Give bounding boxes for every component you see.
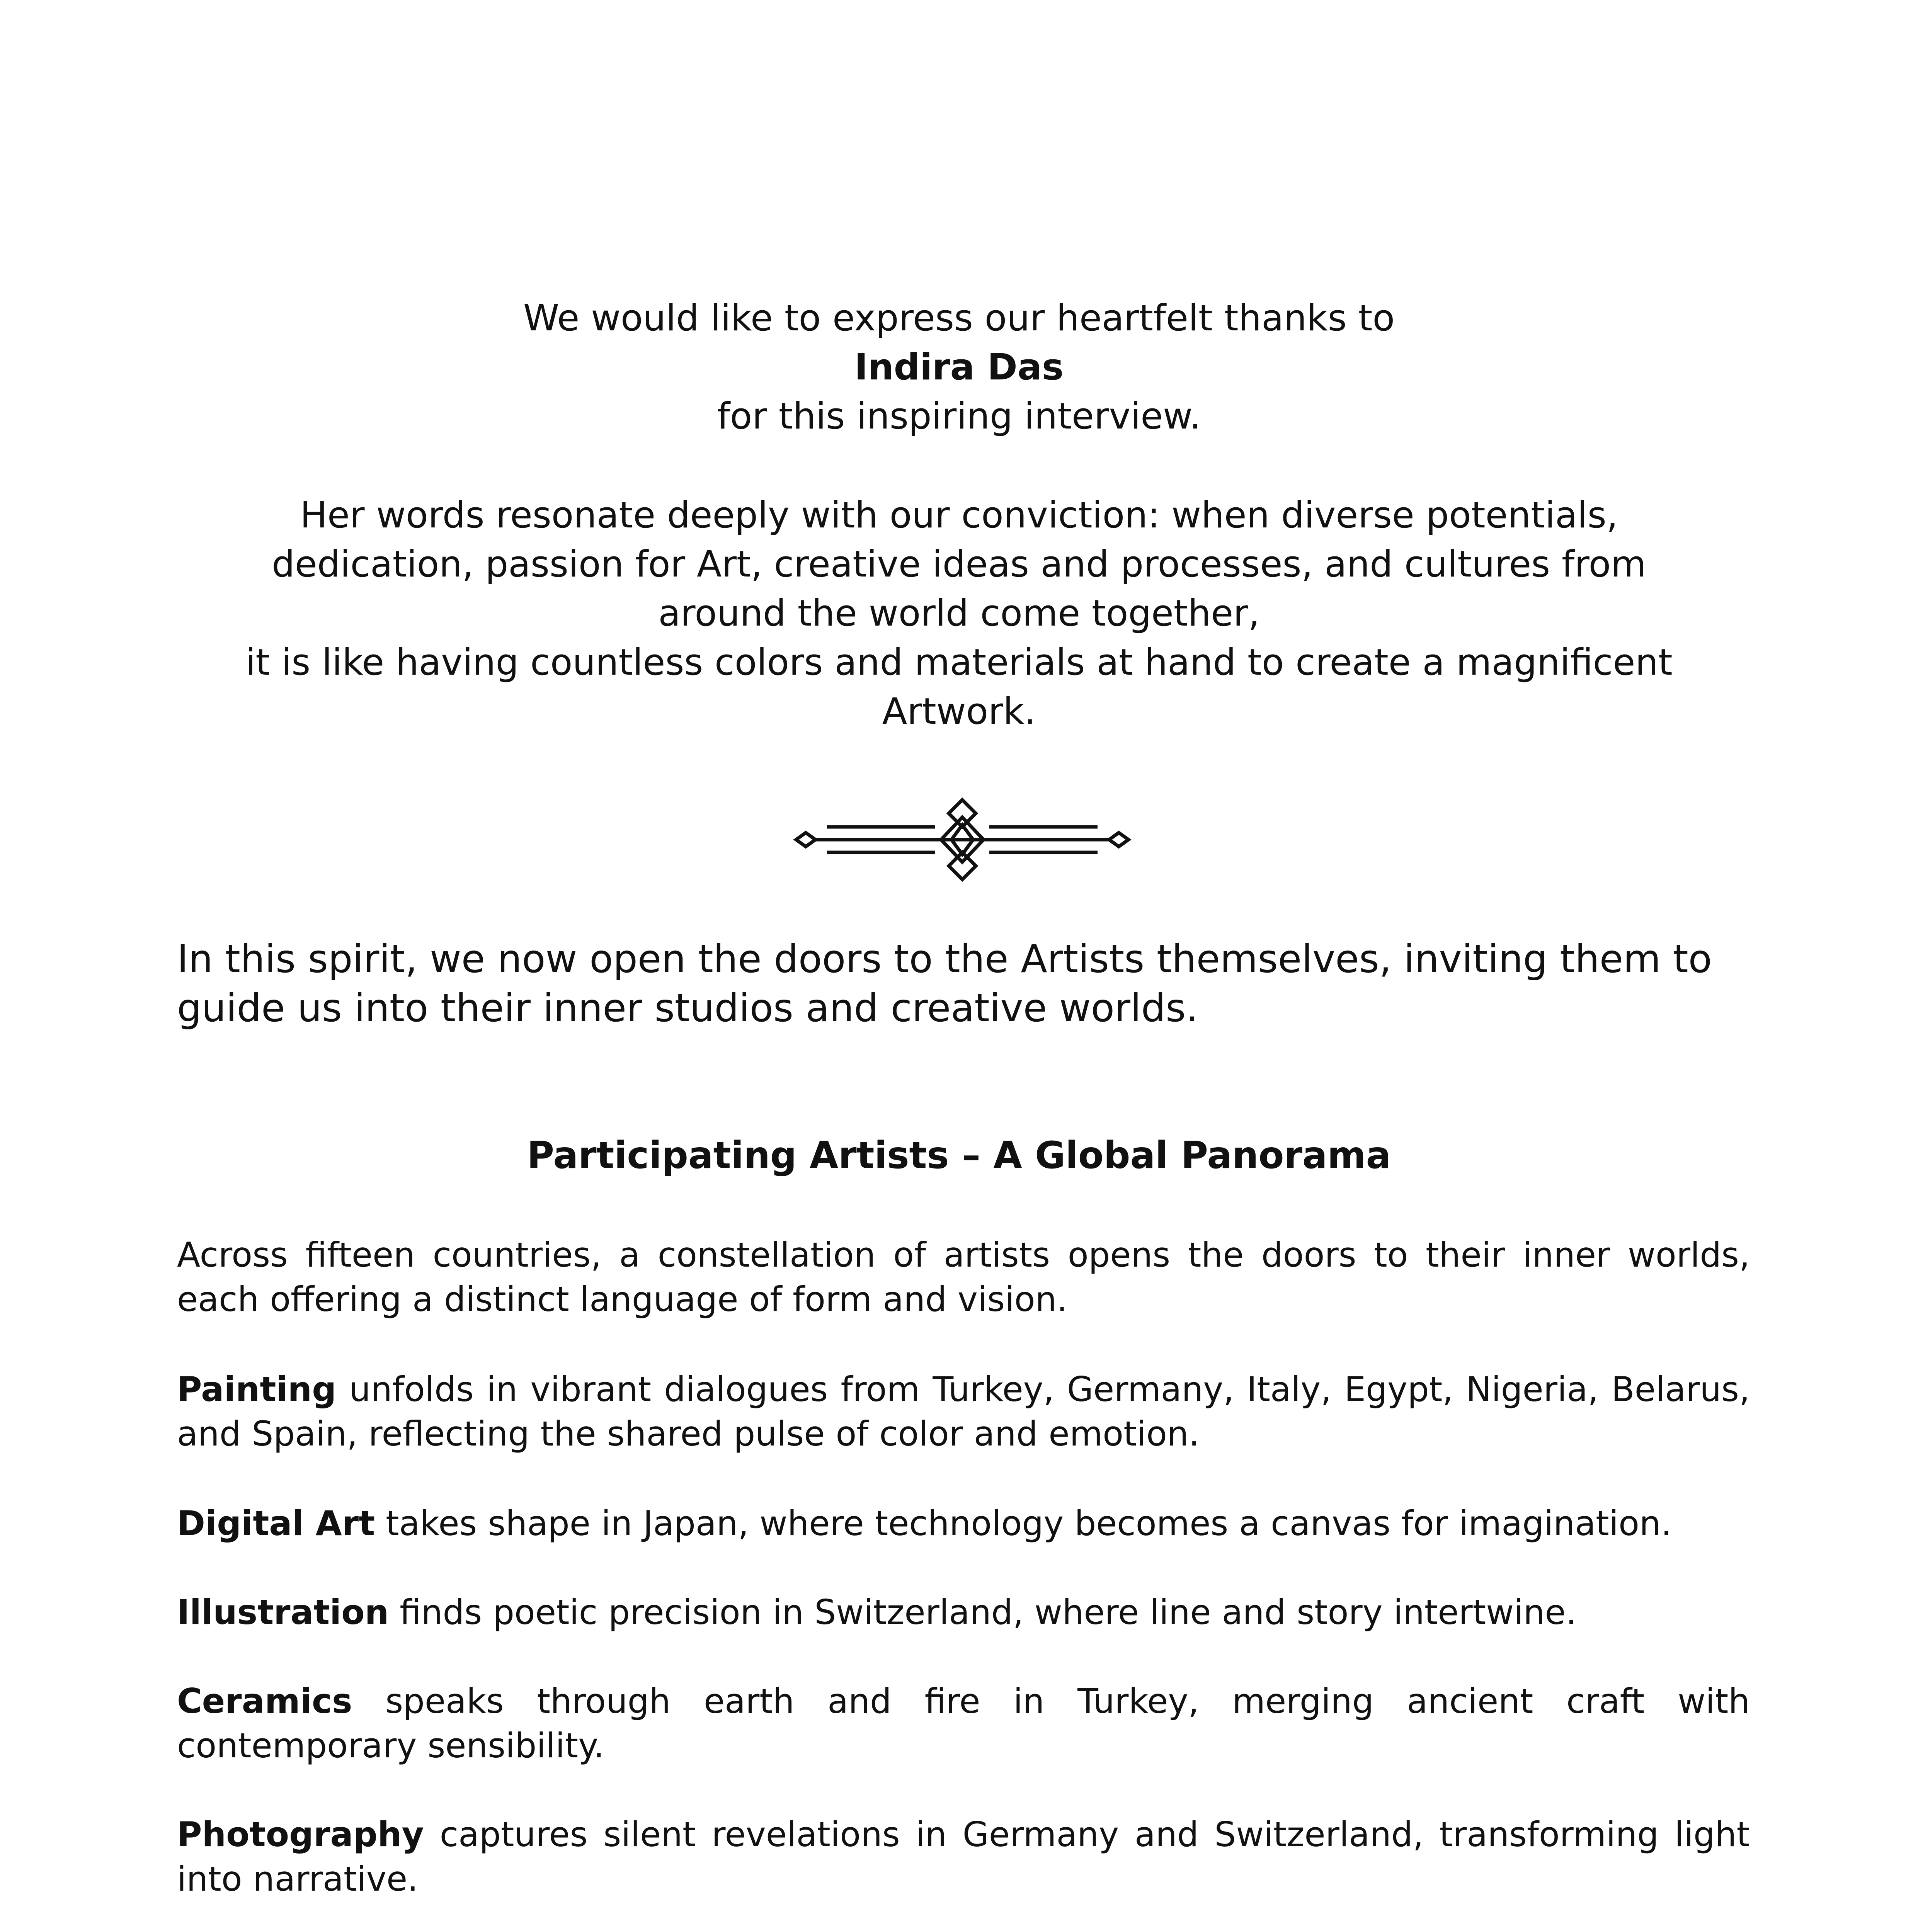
spirit-paragraph: In this spirit, we now open the doors to the Artists themselves, inviting them to guide us into their inner studios and creative worlds. xyxy=(177,936,1712,1031)
discipline-label: Ceramics xyxy=(177,1681,352,1721)
ceramics-paragraph xyxy=(177,1679,1750,1768)
discipline-text: captures silent revelations in Germany and Switzerland, transforming light into narrative. xyxy=(177,1815,1750,1899)
digital-art-paragraph xyxy=(177,1501,1750,1546)
thanks-block xyxy=(155,294,1763,441)
discipline-text: unfolds in vibrant dialogues from Turkey, Germany, Italy, Egypt, Nigeria, Belarus, and Spain, reflecting the shared pulse of color and emotion. xyxy=(177,1369,1750,1454)
discipline-text: finds poetic precision in Switzerland, where line and story intertwine. xyxy=(389,1592,1577,1632)
painting-paragraph xyxy=(177,1367,1750,1456)
resonate-line: it is like having countless colors and materials at hand to create a magnificent xyxy=(245,641,1673,684)
discipline-label: Digital Art xyxy=(177,1503,375,1543)
resonate-line: dedication, passion for Art, creative ideas and processes, and cultures from xyxy=(272,543,1646,585)
discipline-text: speaks through earth and fire in Turkey, merging ancient craft with contemporary sensibility. xyxy=(177,1681,1750,1765)
resonate-line: Her words resonate deeply with our conviction: when diverse potentials, xyxy=(300,494,1618,536)
discipline-label: Illustration xyxy=(177,1592,389,1632)
interviewee-name: Indira Das xyxy=(854,346,1064,388)
discipline-label: Painting xyxy=(177,1369,337,1409)
resonate-block xyxy=(155,491,1763,736)
thanks-line: for this inspiring interview. xyxy=(717,395,1201,437)
discipline-text: takes shape in Japan, where technology becomes a canvas for imagination. xyxy=(375,1503,1672,1543)
resonate-line: Artwork. xyxy=(882,690,1036,733)
discipline-label: Photography xyxy=(177,1815,424,1854)
section-heading: Participating Artists – A Global Panorama xyxy=(527,1134,1391,1177)
thanks-line: We would like to express our heartfelt thanks to xyxy=(523,297,1395,339)
resonate-line: around the world come together, xyxy=(658,592,1260,634)
art-deco-divider-icon xyxy=(785,788,1140,896)
intro-paragraph: Across fifteen countries, a constellation of artists opens the doors to their inner worlds, each offering a distinct language of form and vision. xyxy=(177,1235,1750,1319)
illustration-paragraph xyxy=(177,1590,1750,1634)
photography-paragraph xyxy=(177,1812,1750,1901)
